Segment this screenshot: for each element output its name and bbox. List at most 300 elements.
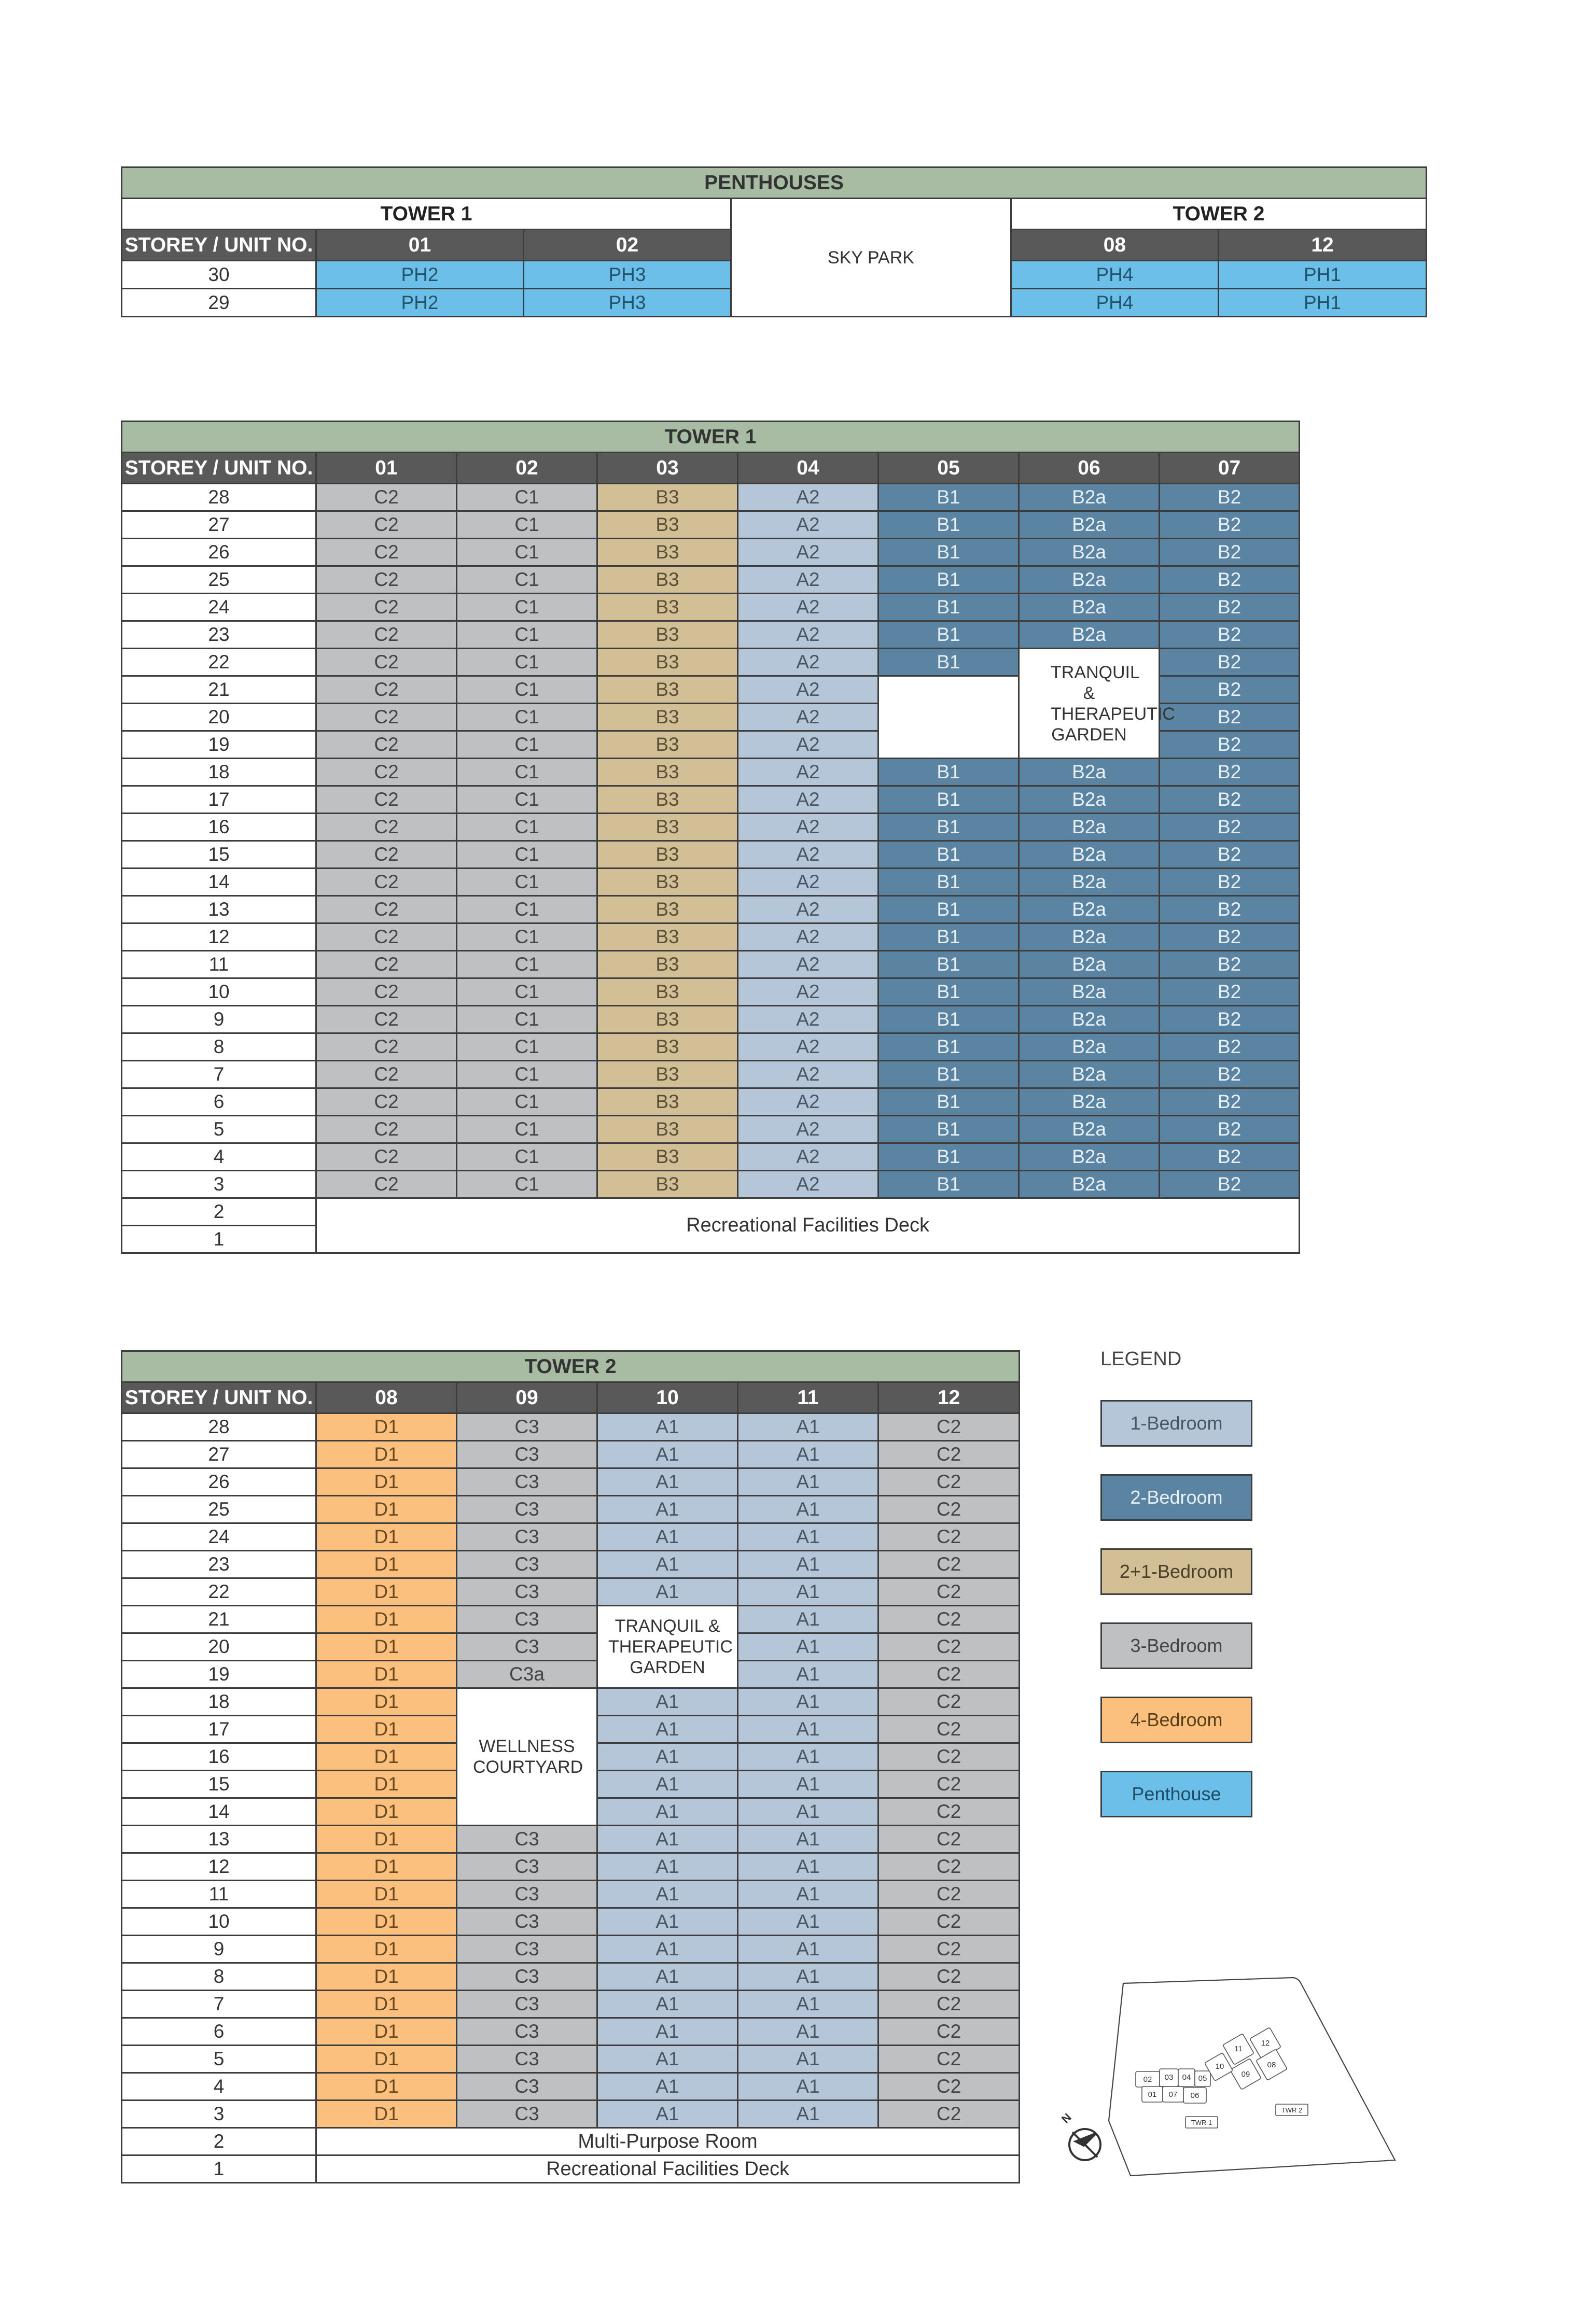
table-row: [122, 1633, 1020, 1661]
unit-type-cell: D1: [316, 2018, 457, 2046]
table-row: [122, 1688, 1020, 1716]
unit-type-cell: B2: [1160, 1033, 1300, 1061]
unit-type-cell: C1: [457, 1088, 597, 1116]
table-row: [122, 1171, 1300, 1198]
unit-type-cell: B3: [597, 594, 738, 621]
site-unit-label: 07: [1168, 2090, 1178, 2099]
unit-type-cell: A2: [738, 786, 878, 814]
unit-type-cell: A1: [738, 1936, 878, 1963]
unit-type-cell: A1: [738, 1633, 878, 1661]
unit-type-cell: A1: [597, 1496, 738, 1523]
unit-type-cell: A1: [738, 2101, 878, 2128]
legend-item: 1-Bedroom: [1100, 1400, 1252, 1447]
unit-type-cell: C1: [457, 923, 597, 951]
unit-type-cell: A1: [738, 1908, 878, 1936]
table-row: [122, 759, 1300, 786]
table-row: [122, 621, 1300, 649]
unit-type-cell: C3: [457, 1468, 597, 1496]
table-row: [122, 594, 1300, 621]
unit-type-cell: B1: [878, 649, 1019, 676]
storey-cell: 4: [122, 2073, 316, 2101]
unit-type-cell: B2a: [1019, 511, 1160, 539]
storey-cell: 9: [122, 1936, 316, 1963]
unit-type-cell: A2: [738, 1143, 878, 1171]
unit-type-cell: C2: [316, 539, 457, 566]
unit-type-cell: A1: [597, 2101, 738, 2128]
storey-cell: 22: [122, 1578, 316, 1606]
unit-no-header: 11: [738, 1382, 878, 1413]
unit-type-cell: B2a: [1019, 1061, 1160, 1088]
unit-type-cell: A1: [597, 1991, 738, 2018]
storey-cell: 8: [122, 1033, 316, 1061]
storey-cell: 24: [122, 1523, 316, 1551]
unit-type-cell: B2: [1160, 539, 1300, 566]
unit-type-cell: B2: [1160, 978, 1300, 1006]
unit-type-cell: A2: [738, 566, 878, 594]
table-row: [122, 1551, 1020, 1578]
unit-type-cell: B2a: [1019, 951, 1160, 978]
unit-type-cell: C2: [316, 896, 457, 923]
unit-type-cell: D1: [316, 1908, 457, 1936]
table-row: [122, 484, 1300, 511]
unit-type-cell: A1: [738, 1963, 878, 1991]
unit-type-cell: A2: [738, 869, 878, 896]
table-row: [122, 2046, 1020, 2073]
unit-type-cell: C2: [316, 1116, 457, 1143]
unit-type-cell: A1: [597, 1771, 738, 1798]
unit-type-cell: B2a: [1019, 978, 1160, 1006]
unit-type-cell: C3: [457, 1963, 597, 1991]
multi-purpose-room-label: Multi-Purpose Room: [316, 2128, 1020, 2155]
storey-cell: 25: [122, 566, 316, 594]
unit-type-cell: B2: [1160, 923, 1300, 951]
unit-type-cell: B2a: [1019, 896, 1160, 923]
unit-type-cell: C3: [457, 1853, 597, 1881]
unit-no-header: 02: [457, 453, 597, 484]
unit-type-cell: B1: [878, 814, 1019, 841]
legend-title: LEGEND: [1100, 1348, 1182, 1370]
unit-type-cell: C3: [457, 1413, 597, 1441]
unit-type-cell: PH3: [524, 261, 731, 289]
storey-cell: 19: [122, 1661, 316, 1688]
unit-type-cell: C1: [457, 759, 597, 786]
table-row: [122, 511, 1300, 539]
table-row: [122, 1006, 1300, 1033]
recreational-deck-label: Recreational Facilities Deck: [316, 1198, 1300, 1253]
unit-type-cell: C1: [457, 869, 597, 896]
tower2-site-label: TWR 2: [1281, 2106, 1303, 2114]
unit-type-cell: B2a: [1019, 1088, 1160, 1116]
storey-cell: 5: [122, 2046, 316, 2073]
unit-type-cell: C2: [316, 841, 457, 869]
unit-type-cell: C3: [457, 1826, 597, 1853]
unit-type-cell: D1: [316, 1661, 457, 1688]
unit-no-header: 01: [316, 453, 457, 484]
storey-cell: 15: [122, 841, 316, 869]
unit-type-cell: B3: [597, 923, 738, 951]
unit-type-cell: B2: [1160, 594, 1300, 621]
unit-type-cell: C1: [457, 1006, 597, 1033]
unit-type-cell: A1: [597, 1523, 738, 1551]
unit-type-cell: A1: [738, 1798, 878, 1826]
unit-type-cell: B2: [1160, 951, 1300, 978]
unit-type-cell: D1: [316, 1606, 457, 1633]
unit-type-cell: A1: [597, 1413, 738, 1441]
storey-cell: 23: [122, 621, 316, 649]
site-unit-label: 02: [1143, 2075, 1152, 2084]
storey-cell: 6: [122, 2018, 316, 2046]
unit-type-cell: B2a: [1019, 1006, 1160, 1033]
site-unit-label: 10: [1215, 2062, 1224, 2071]
unit-type-cell: A1: [597, 1881, 738, 1908]
recreational-deck-label: Recreational Facilities Deck: [316, 2155, 1020, 2183]
unit-type-cell: A1: [738, 1716, 878, 1743]
table-row: [122, 1578, 1020, 1606]
unit-type-cell: A1: [597, 1551, 738, 1578]
storey-cell: 10: [122, 978, 316, 1006]
unit-type-cell: A2: [738, 951, 878, 978]
unit-type-cell: B1: [878, 1143, 1019, 1171]
unit-type-cell: PH2: [316, 289, 524, 317]
table-row: [122, 1881, 1020, 1908]
unit-type-cell: B3: [597, 978, 738, 1006]
unit-type-cell: B2: [1160, 759, 1300, 786]
unit-type-cell: C2: [316, 1033, 457, 1061]
unit-type-cell: A1: [738, 1578, 878, 1606]
unit-type-cell: C1: [457, 566, 597, 594]
unit-type-cell: A1: [738, 1606, 878, 1633]
unit-type-cell: B3: [597, 566, 738, 594]
unit-type-cell: A2: [738, 676, 878, 704]
garden-space: [878, 676, 1019, 759]
unit-type-cell: B2a: [1019, 1143, 1160, 1171]
unit-type-cell: C2: [878, 1853, 1020, 1881]
unit-type-cell: B1: [878, 869, 1019, 896]
unit-type-cell: B2a: [1019, 484, 1160, 511]
unit-type-cell: D1: [316, 1936, 457, 1963]
table-row: [122, 1061, 1300, 1088]
unit-type-cell: A1: [738, 1661, 878, 1688]
unit-type-cell: C1: [457, 676, 597, 704]
unit-type-cell: B3: [597, 759, 738, 786]
table-row: [122, 786, 1300, 814]
site-unit-label: 11: [1234, 2045, 1243, 2053]
unit-type-cell: A1: [738, 1523, 878, 1551]
unit-no-header: 12: [1219, 230, 1427, 261]
unit-type-cell: C2: [316, 704, 457, 731]
site-unit-label: 03: [1164, 2073, 1174, 2082]
unit-type-cell: C3: [457, 1606, 597, 1633]
unit-type-cell: C1: [457, 731, 597, 759]
storey-unit-header: STOREY / UNIT NO.: [122, 230, 316, 261]
unit-type-cell: C2: [316, 1088, 457, 1116]
site-unit-label: 12: [1261, 2039, 1270, 2048]
table-row: [122, 1468, 1020, 1496]
table-row: [122, 951, 1300, 978]
unit-type-cell: C2: [878, 1523, 1020, 1551]
unit-type-cell: C3: [457, 2018, 597, 2046]
table-row: [122, 1143, 1300, 1171]
unit-type-cell: B1: [878, 951, 1019, 978]
unit-type-cell: B1: [878, 896, 1019, 923]
site-unit-label: 06: [1190, 2091, 1200, 2100]
unit-type-cell: B2a: [1019, 1171, 1160, 1198]
unit-type-cell: A2: [738, 814, 878, 841]
unit-type-cell: C1: [457, 841, 597, 869]
table-row: [122, 1853, 1020, 1881]
unit-type-cell: C2: [878, 1688, 1020, 1716]
unit-type-cell: A1: [597, 1936, 738, 1963]
unit-type-cell: C3: [457, 1991, 597, 2018]
unit-type-cell: B2: [1160, 704, 1300, 731]
unit-type-cell: B2a: [1019, 869, 1160, 896]
storey-cell: 28: [122, 484, 316, 511]
unit-no-header: 03: [597, 453, 738, 484]
unit-type-cell: C2: [878, 1798, 1020, 1826]
table-row: [122, 1826, 1020, 1853]
unit-type-cell: PH2: [316, 261, 524, 289]
unit-type-cell: C3: [457, 1496, 597, 1523]
storey-cell: 15: [122, 1771, 316, 1798]
unit-type-cell: D1: [316, 1743, 457, 1771]
unit-type-cell: B3: [597, 1006, 738, 1033]
unit-type-cell: D1: [316, 1468, 457, 1496]
unit-type-cell: B2: [1160, 1088, 1300, 1116]
unit-type-cell: C2: [878, 1441, 1020, 1468]
tower1-table: [121, 421, 1300, 1254]
unit-type-cell: C2: [878, 1633, 1020, 1661]
storey-cell: 25: [122, 1496, 316, 1523]
table-row: [122, 896, 1300, 923]
unit-type-cell: B1: [878, 1171, 1019, 1198]
table-row: [122, 1088, 1300, 1116]
unit-type-cell: B3: [597, 731, 738, 759]
unit-type-cell: B2: [1160, 1171, 1300, 1198]
unit-type-cell: D1: [316, 1523, 457, 1551]
unit-type-cell: A2: [738, 511, 878, 539]
unit-type-cell: A2: [738, 484, 878, 511]
unit-type-cell: C2: [878, 1771, 1020, 1798]
unit-type-cell: C2: [316, 649, 457, 676]
unit-type-cell: C1: [457, 1033, 597, 1061]
storey-cell: 27: [122, 1441, 316, 1468]
table-row: [122, 2155, 1020, 2183]
legend-item: 3-Bedroom: [1100, 1622, 1252, 1669]
unit-type-cell: A1: [738, 1551, 878, 1578]
unit-type-cell: B2a: [1019, 1116, 1160, 1143]
table-row: [122, 1441, 1020, 1468]
storey-cell: 8: [122, 1963, 316, 1991]
unit-type-cell: C2: [316, 869, 457, 896]
table-row: [122, 1661, 1020, 1688]
unit-type-cell: C1: [457, 786, 597, 814]
unit-type-cell: C2: [316, 594, 457, 621]
unit-no-header: 10: [597, 1382, 738, 1413]
unit-type-cell: A1: [597, 1826, 738, 1853]
storey-cell: 24: [122, 594, 316, 621]
storey-cell: 21: [122, 1606, 316, 1633]
table-row: [122, 1963, 1020, 1991]
unit-type-cell: A1: [738, 1853, 878, 1881]
unit-type-cell: C3: [457, 1578, 597, 1606]
unit-type-cell: B2: [1160, 786, 1300, 814]
unit-type-cell: A2: [738, 841, 878, 869]
storey-cell: 18: [122, 759, 316, 786]
unit-type-cell: C2: [878, 2101, 1020, 2128]
storey-cell: 19: [122, 731, 316, 759]
unit-type-cell: A1: [597, 1963, 738, 1991]
unit-type-cell: D1: [316, 1716, 457, 1743]
tower2-table: [121, 1350, 1020, 2183]
unit-type-cell: C1: [457, 594, 597, 621]
storey-cell: 29: [122, 289, 316, 317]
unit-type-cell: A2: [738, 539, 878, 566]
tower1-site-label: TWR 1: [1191, 2119, 1212, 2126]
unit-type-cell: B2a: [1019, 814, 1160, 841]
unit-type-cell: A1: [738, 2018, 878, 2046]
unit-type-cell: A1: [738, 1496, 878, 1523]
unit-type-cell: B2: [1160, 621, 1300, 649]
unit-type-cell: A2: [738, 923, 878, 951]
storey-cell: 3: [122, 1171, 316, 1198]
unit-type-cell: C1: [457, 621, 597, 649]
unit-type-cell: C2: [878, 1908, 1020, 1936]
unit-type-cell: B2: [1160, 484, 1300, 511]
unit-type-cell: B2a: [1019, 621, 1160, 649]
unit-type-cell: C2: [316, 621, 457, 649]
unit-type-cell: B1: [878, 594, 1019, 621]
unit-no-header: 01: [316, 230, 524, 261]
unit-type-cell: D1: [316, 1853, 457, 1881]
storey-cell: 22: [122, 649, 316, 676]
storey-cell: 4: [122, 1143, 316, 1171]
unit-type-cell: C3: [457, 1551, 597, 1578]
unit-type-cell: A2: [738, 1171, 878, 1198]
storey-cell: 30: [122, 261, 316, 289]
unit-type-cell: B3: [597, 869, 738, 896]
unit-type-cell: B2: [1160, 841, 1300, 869]
storey-cell: 2: [122, 2128, 316, 2155]
unit-type-cell: B1: [878, 1088, 1019, 1116]
unit-type-cell: A2: [738, 1061, 878, 1088]
storey-cell: 9: [122, 1006, 316, 1033]
unit-type-cell: C2: [316, 1061, 457, 1088]
table-row: [122, 1496, 1020, 1523]
unit-type-cell: B1: [878, 978, 1019, 1006]
unit-type-cell: A1: [597, 1743, 738, 1771]
storey-cell: 21: [122, 676, 316, 704]
unit-type-cell: C1: [457, 539, 597, 566]
storey-cell: 3: [122, 2101, 316, 2128]
storey-cell: 26: [122, 1468, 316, 1496]
table-row: [122, 2101, 1020, 2128]
unit-type-cell: B3: [597, 1088, 738, 1116]
unit-type-cell: A1: [738, 2046, 878, 2073]
unit-type-cell: D1: [316, 1551, 457, 1578]
unit-type-cell: D1: [316, 1688, 457, 1716]
unit-no-header: 08: [1011, 230, 1219, 261]
storey-cell: 16: [122, 814, 316, 841]
unit-type-cell: B3: [597, 1171, 738, 1198]
storey-cell: 11: [122, 951, 316, 978]
site-plan-map: [1053, 1965, 1405, 2183]
unit-type-cell: B1: [878, 566, 1019, 594]
unit-type-cell: C2: [316, 676, 457, 704]
unit-no-header: 06: [1019, 453, 1160, 484]
unit-type-cell: B1: [878, 1116, 1019, 1143]
storey-cell: 18: [122, 1688, 316, 1716]
unit-type-cell: B1: [878, 759, 1019, 786]
unit-type-cell: C1: [457, 978, 597, 1006]
unit-type-cell: C2: [316, 1143, 457, 1171]
storey-cell: 20: [122, 704, 316, 731]
storey-cell: 13: [122, 1826, 316, 1853]
unit-type-cell: C2: [316, 484, 457, 511]
tower1-title: TOWER 1: [122, 422, 1300, 453]
unit-type-cell: C1: [457, 814, 597, 841]
unit-type-cell: B1: [878, 1033, 1019, 1061]
unit-type-cell: D1: [316, 1578, 457, 1606]
unit-type-cell: B3: [597, 621, 738, 649]
unit-type-cell: PH1: [1219, 289, 1427, 317]
site-unit-label: 09: [1241, 2070, 1250, 2079]
unit-type-cell: C2: [878, 1743, 1020, 1771]
table-row: [122, 1936, 1020, 1963]
storey-cell: 17: [122, 786, 316, 814]
unit-type-cell: C2: [878, 1716, 1020, 1743]
unit-type-cell: C2: [878, 2046, 1020, 2073]
unit-type-cell: C2: [316, 1006, 457, 1033]
table-row: [122, 1606, 1020, 1633]
unit-type-cell: C2: [878, 1578, 1020, 1606]
unit-type-cell: A1: [597, 2046, 738, 2073]
unit-type-cell: B1: [878, 484, 1019, 511]
unit-type-cell: A2: [738, 978, 878, 1006]
table-row: [122, 2128, 1020, 2155]
unit-type-cell: B2: [1160, 566, 1300, 594]
unit-type-cell: C2: [316, 1171, 457, 1198]
storey-cell: 10: [122, 1908, 316, 1936]
unit-type-cell: B3: [597, 511, 738, 539]
unit-type-cell: C1: [457, 1061, 597, 1088]
unit-type-cell: C1: [457, 896, 597, 923]
unit-type-cell: A1: [597, 1908, 738, 1936]
unit-type-cell: C1: [457, 484, 597, 511]
unit-type-cell: B2: [1160, 1116, 1300, 1143]
storey-cell: 7: [122, 1991, 316, 2018]
unit-type-cell: B1: [878, 786, 1019, 814]
site-unit-label: 04: [1182, 2073, 1191, 2082]
table-row: [122, 814, 1300, 841]
table-row: [122, 649, 1300, 676]
unit-type-cell: A1: [738, 1688, 878, 1716]
table-row: [122, 869, 1300, 896]
unit-type-cell: A1: [738, 1991, 878, 2018]
unit-type-cell: A1: [597, 1468, 738, 1496]
unit-type-cell: C3: [457, 1523, 597, 1551]
unit-type-cell: B2: [1160, 731, 1300, 759]
storey-cell: 12: [122, 923, 316, 951]
unit-type-cell: A1: [597, 1716, 738, 1743]
storey-cell: 6: [122, 1088, 316, 1116]
wellness-courtyard-label: WELLNESS COURTYARD: [457, 1688, 597, 1826]
penthouses-title: PENTHOUSES: [122, 167, 1427, 199]
table-row: [122, 566, 1300, 594]
unit-type-cell: A2: [738, 649, 878, 676]
storey-cell: 1: [122, 1226, 316, 1253]
unit-type-cell: B3: [597, 896, 738, 923]
unit-type-cell: B3: [597, 841, 738, 869]
